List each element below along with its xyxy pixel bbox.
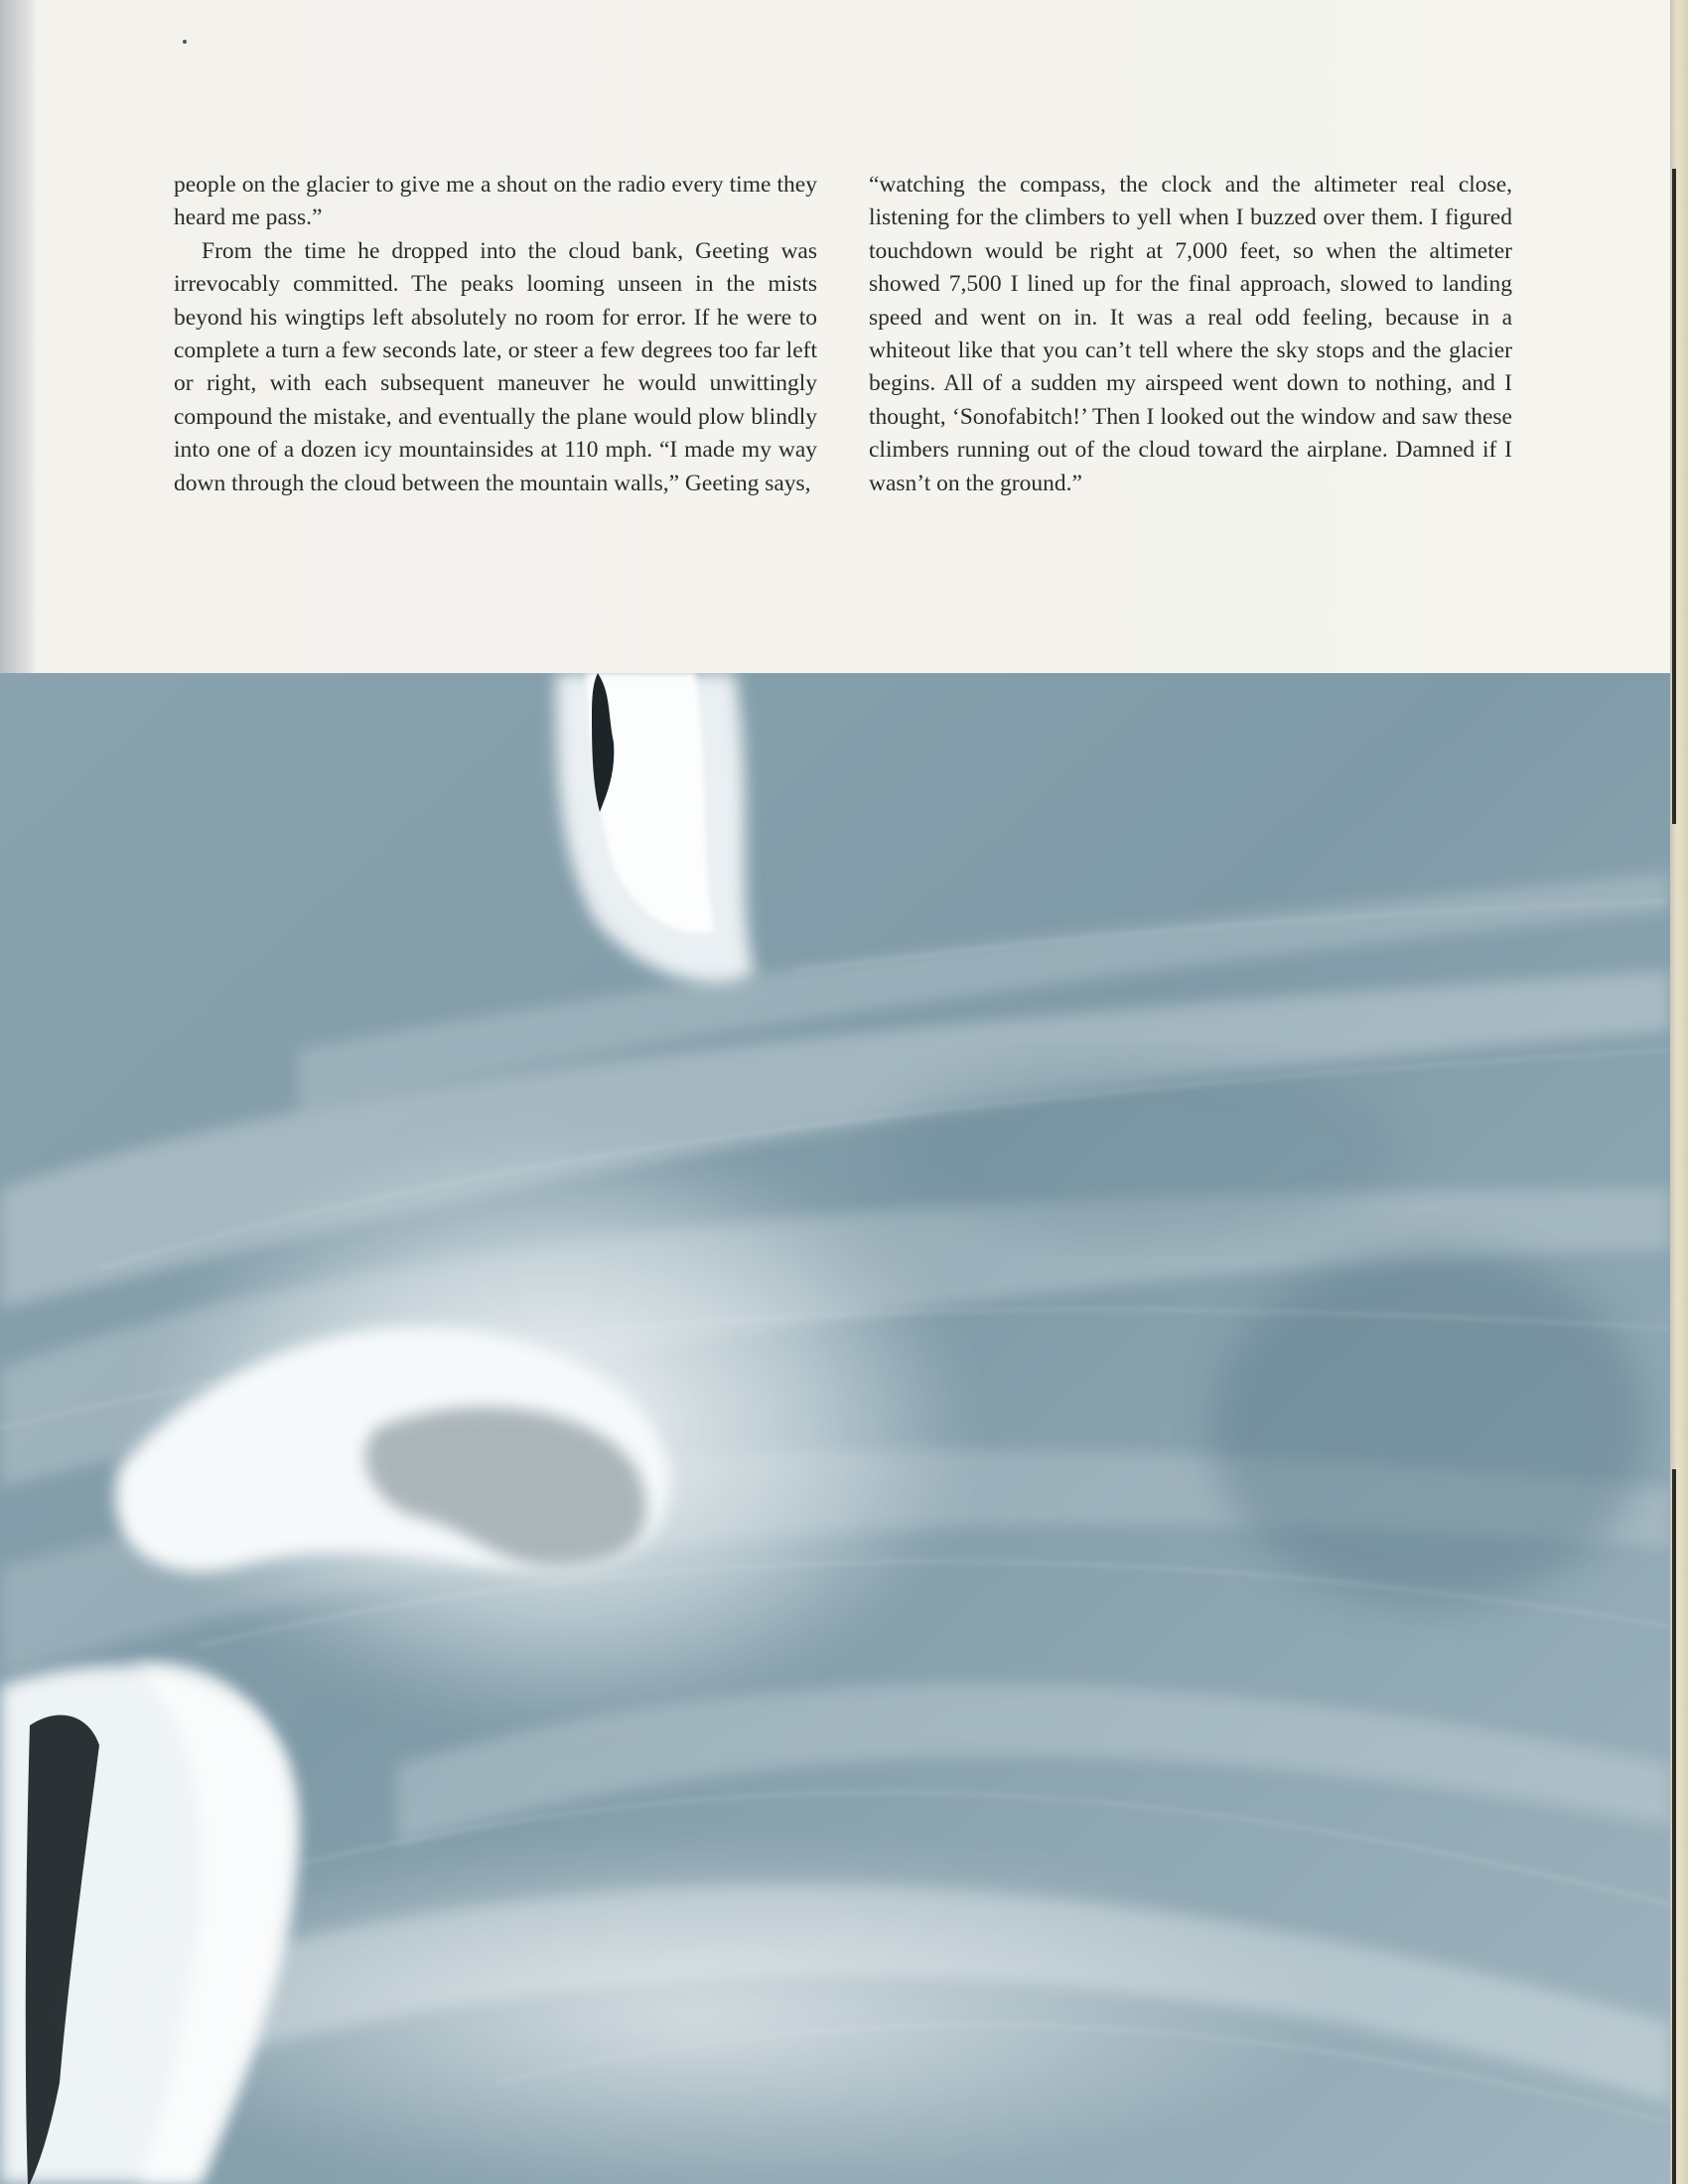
paragraph-geeting-committed: From the time he dropped into the cloud bank, Geeting was irrevocably committed. The peaks looming unseen in the mists beyond his wingtips left absolutely no room for error. If he were to complete a turn a few seconds late, or steer a few degrees too far left or right, with each subsequent maneuver he would unwittingly compound the mistake, and eventually the plane would plow blindly into one of a dozen icy mountainsides at 110 mph. “I made my way down through the cloud between the mountain walls,” Geeting says, xyxy=(174,237,817,496)
photo-illustration xyxy=(0,673,1670,2184)
glacier-snow-photo xyxy=(0,673,1670,2184)
page-edge-mark-lower xyxy=(1672,1469,1676,2184)
page-edge-mark-upper xyxy=(1672,169,1676,824)
shadow-upper-right xyxy=(884,1060,1400,1239)
right-text-column xyxy=(869,169,1512,500)
print-speck xyxy=(183,40,187,44)
left-text-column xyxy=(174,169,817,500)
paragraph-continued: people on the glacier to give me a shout on the radio every time they heard me pass.” xyxy=(174,172,817,231)
shadow-right xyxy=(1211,1249,1648,1606)
paragraph-geeting-quote: “watching the compass, the clock and the altimeter real close, listening for the climbers to yell when I buzzed over them. I figured touchdown would be right at 7,000 feet, so when the altimeter showed 7,500 I lined up for the final approach, slowed to landing speed and went on in. It was a real odd feeling, because in a whiteout like that you can’t tell where the sky stops and the glacier begins. All of a sudden my airspeed went down to nothing, and I thought, ‘Sonofabitch!’ Then I looked out the window and saw these climbers running out of the cloud toward the airplane. Damned if I wasn’t on the ground.” xyxy=(869,172,1512,496)
spindrift-glow xyxy=(50,1835,1340,2184)
